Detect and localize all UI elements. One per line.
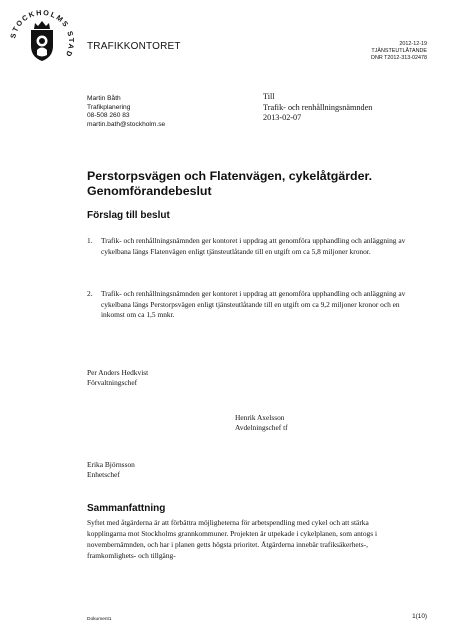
summary-text: Syftet med åtgärderna är att förbättra möjligheterna för arbetspendling med cykel och att stärka kopplingarna mot Stockholms grannkommuner. Projekten är utpekade i cykelplanen, som antogs i novembernämnden, och har i planen getts högsta prioritet. Åtgärderna innebär trafiksäkerhets-, framkomlighets- och tillgäng- [87,518,378,560]
proposal-item-number: 1. [87,236,93,245]
document-meta [371,41,427,62]
proposal-heading: Förslag till beslut [87,210,170,221]
addressee-recipient: Trafik- och renhållningsnämnden [263,102,373,112]
stockholm-crown-seal-icon [8,8,76,76]
addressee-date: 2013-02-07 [263,113,302,123]
signature-block [235,413,288,434]
proposal-item-text: Trafik- och renhållningsnämnden ger kontoret i uppdrag att genomföra upphandling och anläggning av cykelbana längs Perstorpsvägen enligt tjänsteutlåtande till en utgift om ca 9,2 miljoner kronor och en inkomst om ca 1,5 mnkr. [101,289,406,320]
document-title: Perstorpsvägen och Flatenvägen, cykelåtgärder. Genomförandebeslut [87,169,373,198]
document-type: TJÄNSTEUTLÅTANDE [371,48,427,54]
signature-block [87,460,135,481]
addressee-to-label: Till [263,92,275,101]
author-name: Martin Båth [87,95,121,102]
author-email: martin.bath@stockholm.se [87,120,166,128]
footer-document-name: Dokument1 [87,617,112,622]
document-dnr: DNR T2012-313-02478 [371,55,427,61]
logo-ring-text: STOCKHOLMS STAD [8,8,76,60]
footer-page-number: 1(10) [412,613,427,620]
addressee-block [263,92,372,124]
author-phone: 08-508 260 83 [87,112,130,120]
department-name: TRAFIKKONTORET [87,41,181,52]
document-date: 2012-12-19 [399,41,427,47]
signature-name: Henrik Axelsson [235,413,285,422]
signature-name: Per Anders Hedkvist [87,368,149,377]
signature-role: Förvaltningschef [87,378,138,388]
proposal-item [87,236,407,257]
stockholms-stad-logo [8,8,76,76]
proposal-item-number: 2. [87,289,93,298]
signature-role: Avdelningschef tf [235,423,288,433]
proposal-item-text: Trafik- och renhållningsnämnden ger kontoret i uppdrag att genomföra upphandling och anläggning av cykelbana längs Flatenvägen enligt tjänsteutlåtande till en utgift om ca 5,8 miljoner kronor. [101,236,406,256]
author-unit: Trafikplanering [87,103,131,111]
summary-heading: Sammanfattning [87,503,166,514]
signature-role: Enhetschef [87,470,120,480]
proposal-item [87,289,407,321]
signature-name: Erika Björnsson [87,460,135,469]
author-block [87,95,165,129]
signature-block [87,368,148,389]
